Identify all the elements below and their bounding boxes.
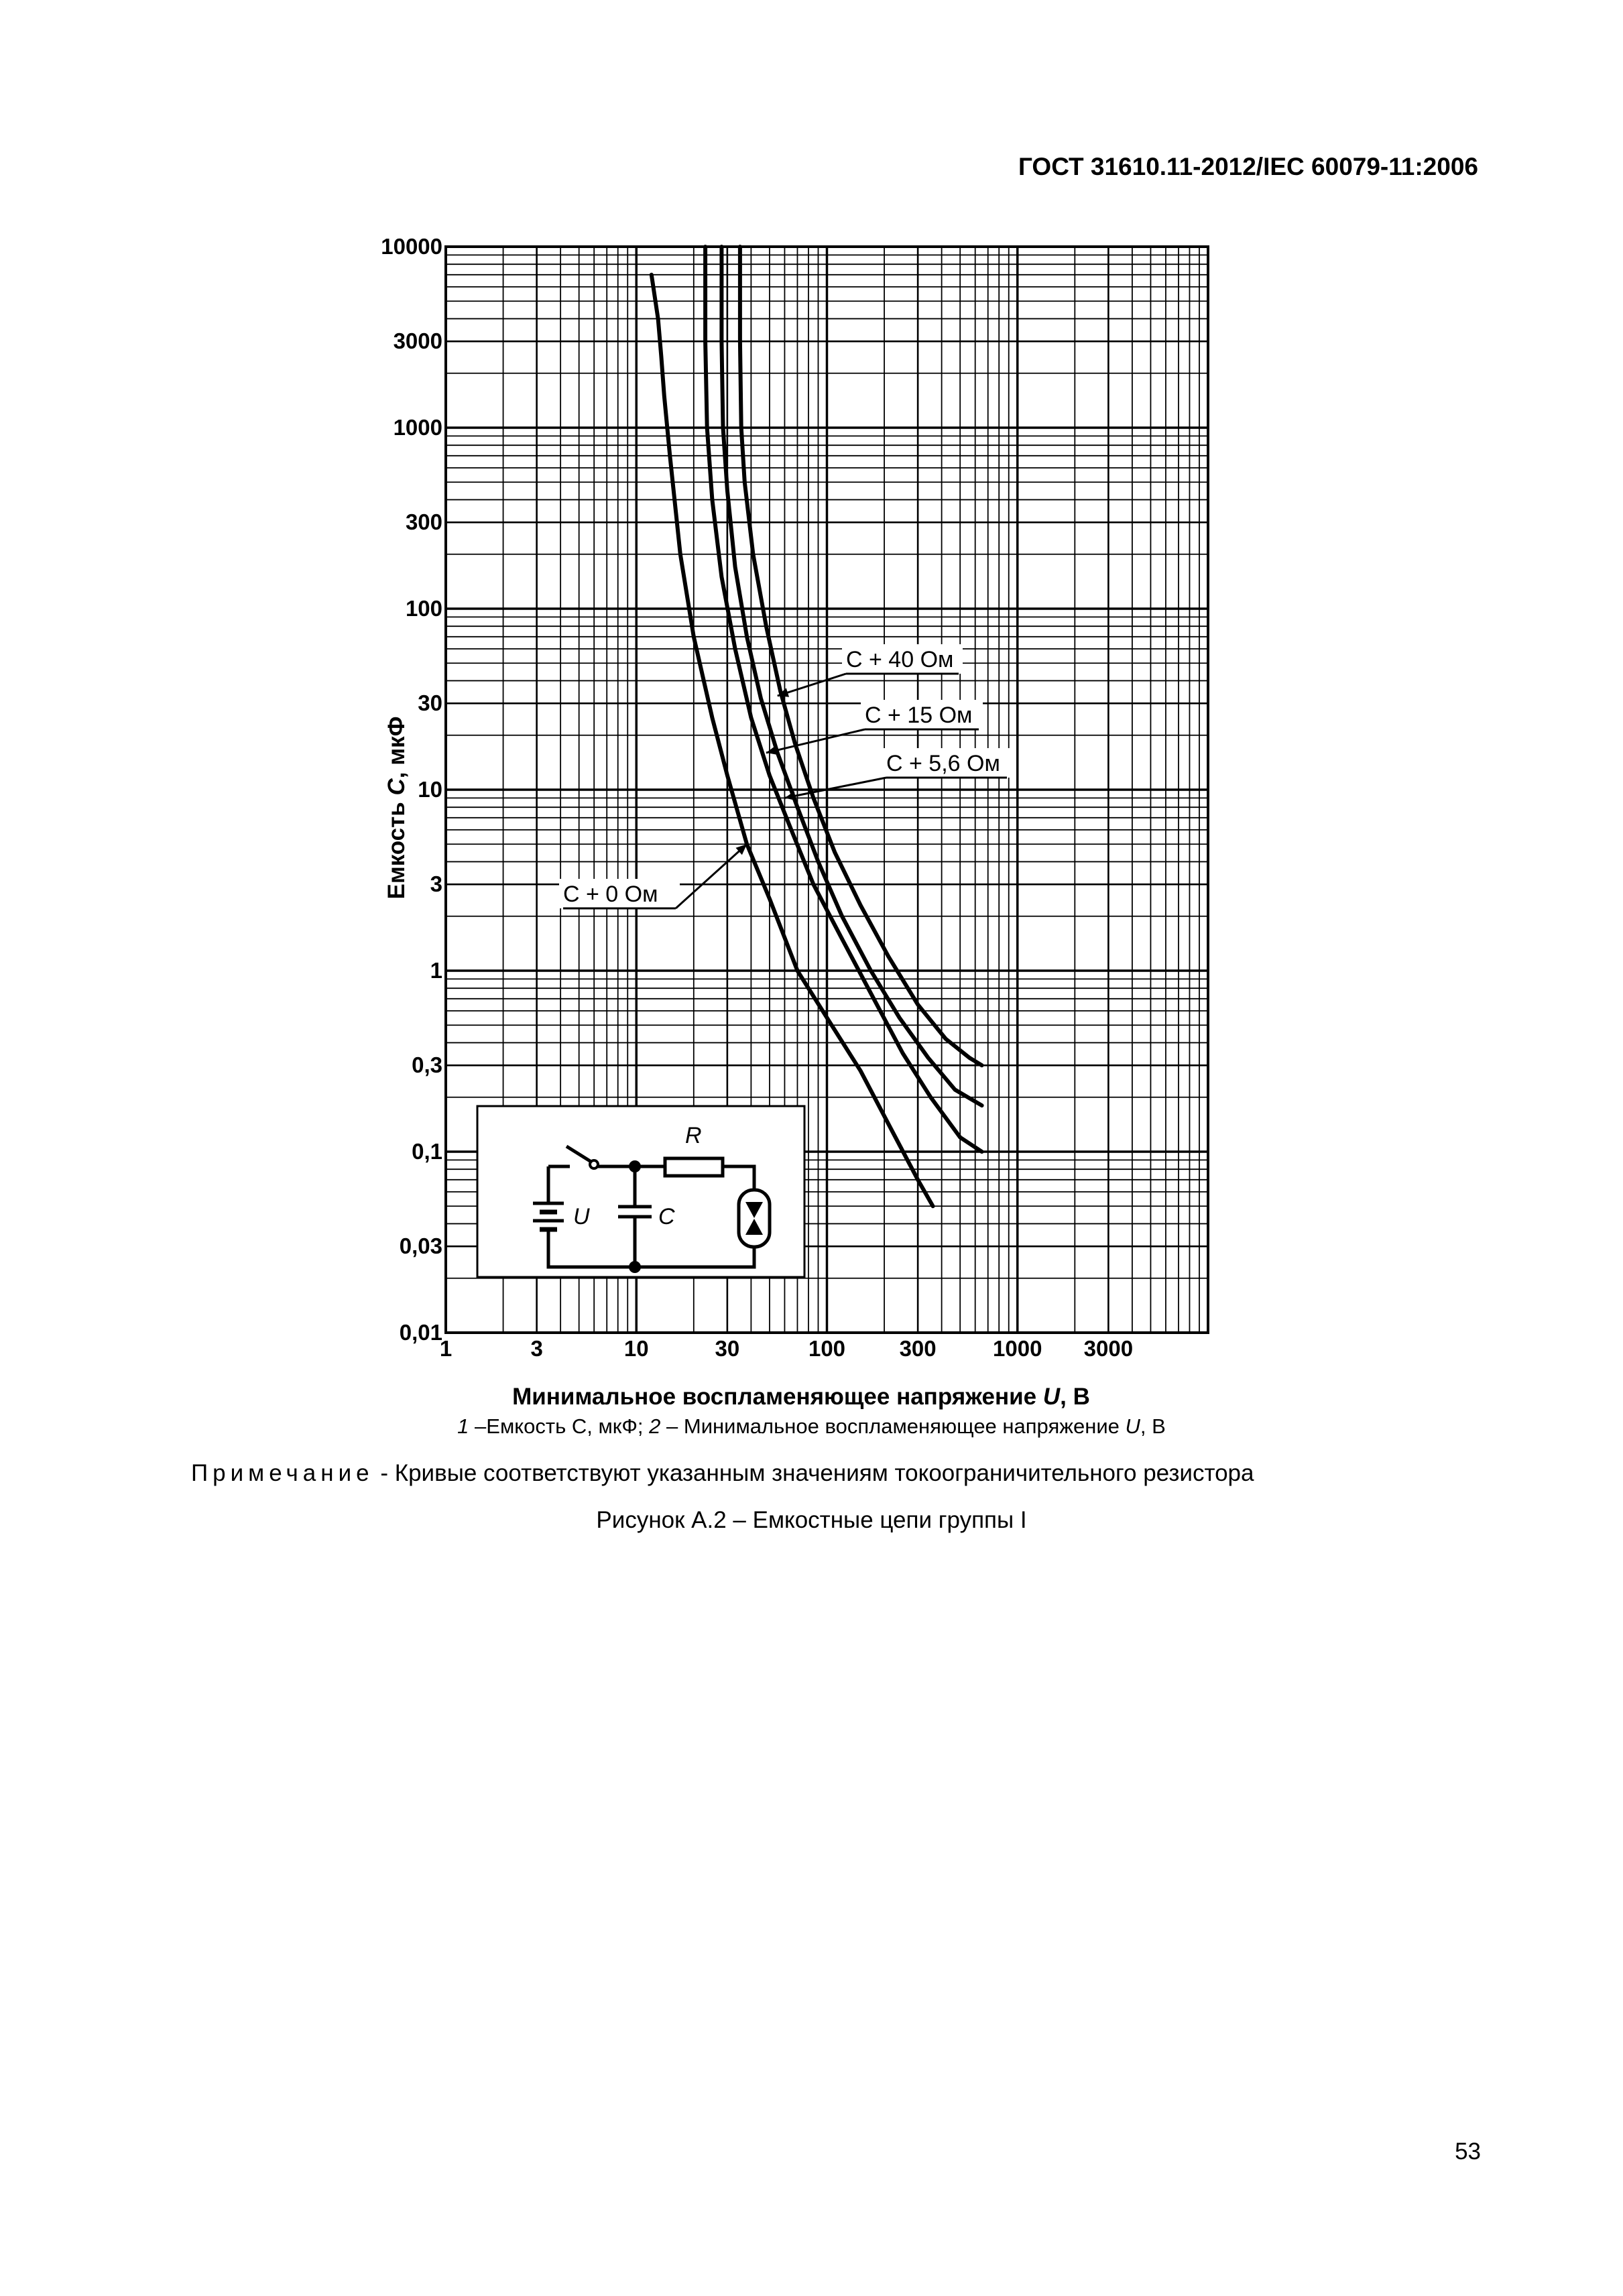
- x-tick-label: 3000: [1083, 1336, 1134, 1361]
- voltage-label: U: [573, 1204, 590, 1229]
- y-tick-label: 0,3: [412, 1052, 442, 1078]
- curve-series-1: [705, 247, 982, 1152]
- page-number: 53: [1455, 2138, 1481, 2165]
- x-tick-label: 1: [439, 1336, 453, 1361]
- y-tick-label: 10000: [381, 234, 442, 259]
- y-tick-label: 3: [430, 871, 442, 897]
- y-tick-label: 10: [418, 777, 442, 802]
- y-tick-label: 0,01: [399, 1320, 442, 1345]
- note-label: Примечание: [191, 1460, 374, 1486]
- annotation-label: C + 15 Ом: [865, 703, 973, 728]
- x-axis-title: Минимальное воспламеняющее напряжение U, В: [512, 1384, 1090, 1410]
- annotation-leader: [784, 778, 886, 798]
- x-tick-label: 300: [899, 1336, 937, 1361]
- annotation-leader: [778, 674, 846, 696]
- junction-bottom: [629, 1261, 641, 1273]
- x-tick-label: 30: [715, 1336, 740, 1361]
- annotation-label: C + 40 Ом: [846, 647, 954, 672]
- capacitor-label: C: [658, 1204, 675, 1229]
- y-tick-label: 1000: [393, 415, 442, 440]
- resistor-label: R: [685, 1123, 702, 1148]
- figure-caption: Рисунок А.2 – Емкостные цепи группы I: [596, 1507, 1027, 1533]
- x-tick-label: 100: [808, 1336, 846, 1361]
- switch-contact: [590, 1160, 598, 1168]
- note-text: - Кривые соответствуют указанным значениям токоограничительного резистора: [373, 1460, 1254, 1486]
- annotation-label: C + 5,6 Ом: [886, 751, 1000, 776]
- y-tick-label: 0,03: [399, 1233, 442, 1259]
- curve-series-2: [721, 247, 981, 1105]
- annotation-leader: [766, 729, 865, 753]
- x-tick-label: 3: [530, 1336, 543, 1361]
- x-tick-label: 1000: [993, 1336, 1042, 1361]
- y-axis-title: Емкость C, мкФ: [383, 716, 410, 900]
- junction-top: [629, 1160, 641, 1172]
- note-line: [191, 1460, 1254, 1487]
- annotation-leader: [676, 844, 747, 908]
- annotation-label: C + 0 Ом: [563, 882, 658, 907]
- document-header: ГОСТ 31610.11-2012/IEC 60079-11:2006: [1018, 153, 1478, 180]
- x-tick-label: 10: [623, 1336, 649, 1361]
- axis-legend-line: 1 –Емкость С, мкФ; 2 – Минимальное воспламеняющее напряжение U, В: [457, 1414, 1166, 1438]
- y-tick-label: 100: [405, 596, 442, 621]
- y-tick-label: 0,1: [412, 1139, 442, 1164]
- y-tick-label: 3000: [393, 328, 442, 354]
- y-tick-label: 1: [430, 958, 442, 983]
- y-tick-label: 30: [418, 690, 442, 716]
- circuit-inset: [477, 1106, 804, 1277]
- y-tick-label: 300: [405, 509, 442, 535]
